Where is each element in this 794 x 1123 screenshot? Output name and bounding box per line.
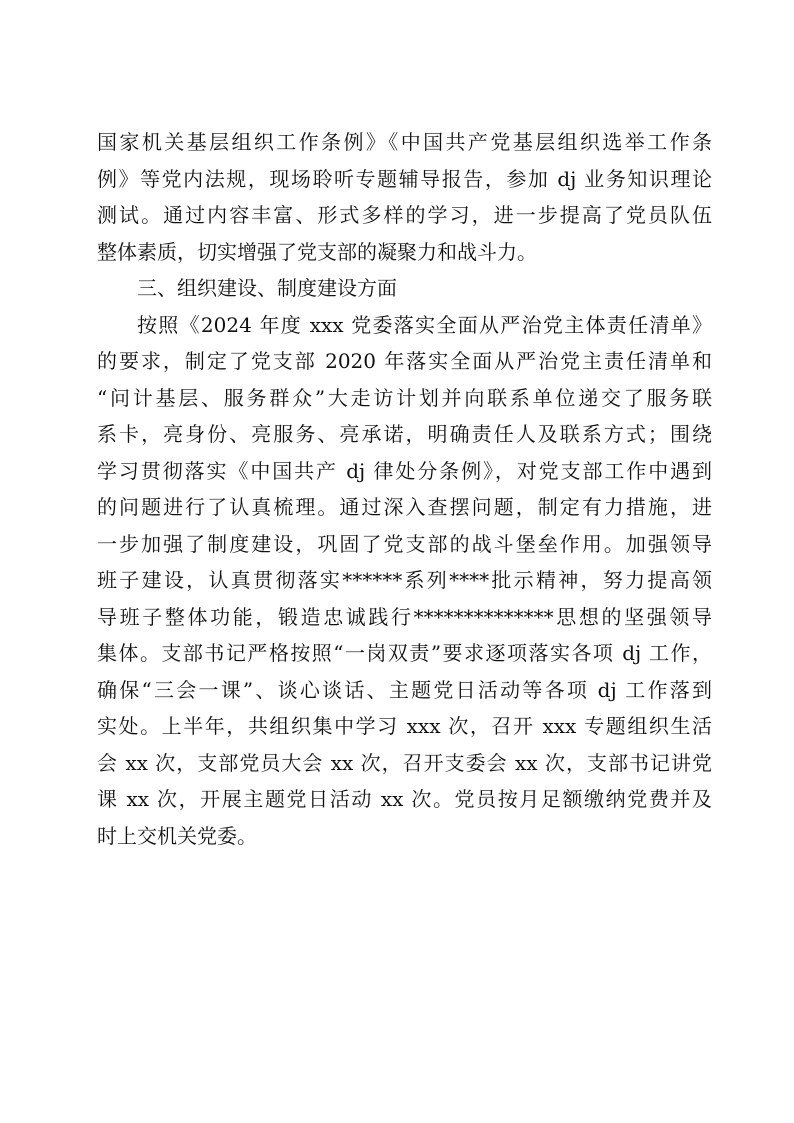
document-body: [97, 124, 712, 854]
text-line: 整体素质，切实增强了党支部的凝聚力和战斗力。: [97, 239, 537, 264]
text-line: 学习贯彻落实《中国共产 dj 律处分条例》，对党支部工作中遇到: [97, 458, 712, 483]
text-line: 确保“三会一课”、谈心谈话、主题党日活动等各项 dj 工作落到: [97, 677, 712, 702]
text-line: 的要求，制定了党支部 2020 年落实全面从严治党主责任清单和: [97, 349, 712, 373]
text-line: 系卡，亮身份、亮服务、亮承诺，明确责任人及联系方式；围绕: [97, 422, 712, 446]
text-line: 实处。上半年，共组织集中学习 xxx 次，召开 xxx 专题组织生活: [97, 714, 712, 738]
text-line: 时上交机关党委。: [97, 823, 257, 848]
text-line: 会 xx 次，支部党员大会 xx 次，召开支委会 xx 次，支部书记讲党: [97, 750, 712, 775]
text-line: 集体。支部书记严格按照“一岗双责”要求逐项落实各项 dj 工作，: [97, 641, 712, 665]
text-line: 例》等党内法规，现场聆听专题辅导报告，参加 dj 业务知识理论: [97, 166, 712, 191]
section-heading: 三、组织建设、制度建设方面: [137, 276, 397, 300]
text-line: 一步加强了制度建设，巩固了党支部的战斗堡垒作用。加强领导: [97, 531, 712, 556]
text-line: “问计基层、服务群众”大走访计划并向联系单位递交了服务联: [97, 385, 712, 410]
paragraph-1: [97, 124, 712, 270]
text-line: 的问题进行了认真梳理。通过深入查摆问题，制定有力措施，进: [97, 495, 712, 519]
text-line: 班子建设，认真贯彻落实******系列****批示精神，努力提高领: [97, 568, 712, 592]
text-line: 导班子整体功能，锻造忠诚践行**************思想的坚强领导: [97, 604, 712, 629]
text-line: 按照《2024 年度 xxx 党委落实全面从严治党主体责任清单》: [137, 312, 712, 337]
text-line: 国家机关基层组织工作条例》《中国共产党基层组织选举工作条: [97, 130, 712, 154]
text-line: 课 xx 次，开展主题党日活动 xx 次。党员按月足额缴纳党费并及: [97, 787, 712, 811]
text-line: 测试。通过内容丰富、形式多样的学习，进一步提高了党员队伍: [97, 203, 712, 227]
paragraph-2: [97, 307, 712, 855]
